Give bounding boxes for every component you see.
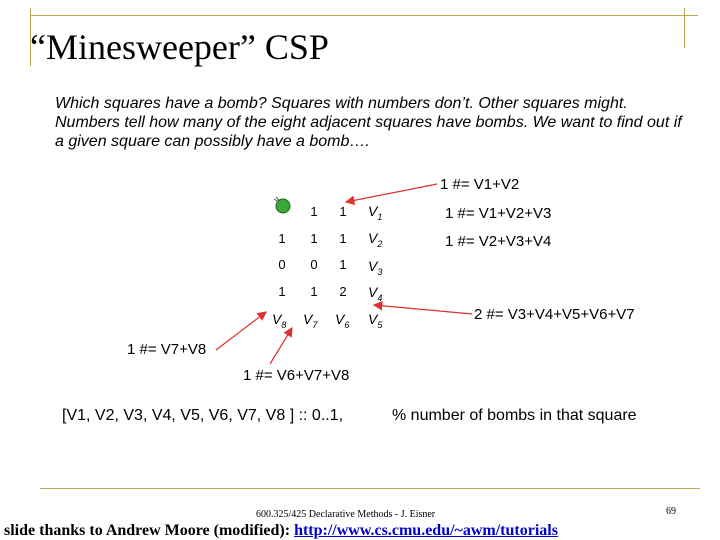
var-letter: V xyxy=(368,284,378,300)
var-subscript: 3 xyxy=(377,266,383,277)
grid-cell: 1 xyxy=(310,204,318,219)
tutorials-link[interactable]: http://www.cs.cmu.edu/~awm/tutorials xyxy=(294,522,558,539)
var-subscript: 8 xyxy=(281,319,287,330)
var-subscript: 6 xyxy=(344,319,350,330)
grid-cell: 1 xyxy=(278,231,286,246)
intro-paragraph: Which squares have a bomb? Squares with numbers don’t. Other squares might. Numbers tell how many of the eight adjacent squares have bombs. We want to find out if a given square can possibly have a bomb…. xyxy=(55,95,682,150)
grid-cell: 1 xyxy=(310,284,318,299)
credit-text: slide thanks to Andrew Moore (modified): xyxy=(4,522,295,539)
var-letter: V xyxy=(368,230,378,246)
var-letter: V xyxy=(368,311,378,327)
constraint-label: 1 #= V1+V2+V3 xyxy=(445,205,552,222)
grid-cell: 0 xyxy=(278,257,286,272)
var-subscript: 5 xyxy=(377,319,383,330)
grid-cell: 1 xyxy=(278,284,286,299)
page-number: 69 xyxy=(666,506,676,517)
grid-cell: 1 xyxy=(339,257,347,272)
arrow-c1 xyxy=(346,184,437,202)
constraint-label: 2 #= V3+V4+V5+V6+V7 xyxy=(474,306,635,323)
arrow-c5 xyxy=(216,312,266,350)
var-letter: V xyxy=(272,311,282,327)
grid-cell: 2 xyxy=(339,284,347,299)
var-subscript: 7 xyxy=(312,319,318,330)
arrow-c6 xyxy=(270,328,292,364)
var-letter: V xyxy=(303,311,313,327)
constraint-label: 1 #= V7+V8 xyxy=(127,341,207,358)
credit-line xyxy=(4,522,558,540)
var-subscript: 1 xyxy=(377,211,383,222)
grid-cell: 1 xyxy=(339,231,347,246)
var-letter: V xyxy=(335,311,345,327)
grid-cell: 0 xyxy=(310,257,318,272)
domain-comment: % number of bombs in that square xyxy=(392,407,637,424)
var-subscript: 2 xyxy=(377,238,383,249)
constraint-label: 1 #= V6+V7+V8 xyxy=(243,367,350,384)
domain-declaration: [V1, V2, V3, V4, V5, V6, V7, V8 ] :: 0..1, xyxy=(62,407,344,424)
var-letter: V xyxy=(368,258,378,274)
constraint-label: 1 #= V1+V2 xyxy=(440,176,520,193)
var-letter: V xyxy=(368,203,378,219)
var-subscript: 4 xyxy=(377,292,383,303)
grid-cell: 1 xyxy=(339,204,347,219)
slide-title: “Minesweeper” CSP xyxy=(30,27,329,67)
footer-course: 600.325/425 Declarative Methods - J. Eisner xyxy=(256,509,436,520)
grid-cell: 1 xyxy=(310,231,318,246)
constraint-label: 1 #= V2+V3+V4 xyxy=(445,233,552,250)
arrow-c4 xyxy=(374,305,472,314)
